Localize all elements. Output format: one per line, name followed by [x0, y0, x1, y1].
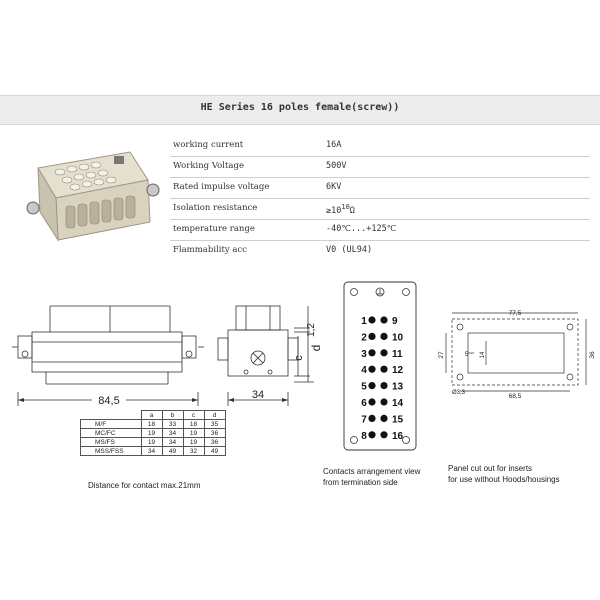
panel-dim-height-outer: 36: [589, 351, 596, 359]
spec-value: $\ge 10^{10}\Omega$: [326, 203, 355, 216]
contact-number-16: 16: [392, 430, 404, 442]
contact-dot-13: [380, 382, 387, 389]
spec-value: V0 (UL94): [326, 245, 373, 255]
table-row: [81, 429, 226, 438]
panel-caption-line2: for use without Hoods/housings: [448, 475, 560, 484]
table-cell: MSS/FSS: [81, 447, 142, 456]
table-cell: 49: [204, 447, 225, 456]
spec-row-working-current: [170, 136, 590, 157]
contact-dot-1: [368, 316, 375, 323]
panel-dim-small: 5: [465, 352, 469, 358]
spec-row-flammability: [170, 241, 590, 261]
contact-dot-12: [380, 366, 387, 373]
contact-number-3: 3: [361, 348, 367, 360]
dimensions-table: [80, 410, 226, 456]
table-cell: 32: [183, 447, 204, 456]
panel-dim-cut: 14: [480, 351, 486, 359]
panel-caption-line1: Panel cut out for inserts: [448, 464, 533, 473]
panel-cutout-drawing: [438, 305, 598, 405]
contact-number-12: 12: [392, 365, 404, 377]
contact-dot-4: [368, 366, 375, 373]
table-cell: 33: [162, 420, 183, 429]
contact-dot-6: [368, 398, 375, 405]
contact-dot-14: [380, 398, 387, 405]
table-cell: 19: [141, 438, 162, 447]
table-cell: 19: [183, 429, 204, 438]
spec-row-working-voltage: [170, 157, 590, 178]
table-header-cell: b: [162, 411, 183, 420]
spec-value: 500V: [326, 161, 347, 171]
contact-number-7: 7: [361, 414, 367, 426]
contact-dot-16: [380, 431, 387, 438]
panel-dim-width: 77,5: [508, 310, 522, 317]
spec-row-temperature-range: [170, 220, 590, 241]
table-cell: 18: [141, 420, 162, 429]
contact-number-13: 13: [392, 381, 404, 393]
panel-caption: [448, 463, 560, 485]
panel-dim-height-inner: 27: [438, 351, 445, 359]
table-row: [81, 420, 226, 429]
table-row: [81, 447, 226, 456]
table-cell: M/F: [81, 420, 142, 429]
table-header-cell: a: [141, 411, 162, 420]
table-cell: 36: [204, 438, 225, 447]
table-cell: 35: [204, 420, 225, 429]
side-dim-d: d: [309, 344, 323, 352]
contact-dot-8: [368, 431, 375, 438]
spec-label: working current: [173, 140, 244, 150]
contact-number-10: 10: [392, 332, 404, 344]
connector-body-image: [27, 152, 159, 240]
table-cell: 34: [162, 438, 183, 447]
contact-grid: [361, 316, 403, 442]
contact-number-5: 5: [361, 381, 367, 393]
front-view-drawing: [10, 292, 210, 412]
spec-value: 6KV: [326, 182, 342, 192]
contact-number-1: 1: [361, 316, 367, 327]
spec-row-impulse-voltage: [170, 178, 590, 199]
table-cell: MS/FS: [81, 438, 142, 447]
table-header-row: [81, 411, 226, 420]
spec-label: Flammability acc: [173, 245, 247, 255]
contacts-caption: [323, 466, 420, 488]
front-width-dim: 84,5: [98, 395, 120, 407]
table-cell: 18: [183, 420, 204, 429]
distance-caption: Distance for contact max.21mm: [88, 481, 201, 490]
contact-number-9: 9: [392, 316, 398, 327]
table-header-cell: [81, 411, 142, 420]
table-cell: 34: [141, 447, 162, 456]
contact-dot-5: [368, 382, 375, 389]
contact-number-8: 8: [361, 430, 367, 442]
contacts-arrangement-drawing: [340, 280, 420, 455]
spec-value: 16A: [326, 140, 342, 150]
table-header-cell: c: [183, 411, 204, 420]
side-dim-small: 1,2: [306, 323, 317, 337]
spec-label: Rated impulse voltage: [173, 182, 270, 192]
spec-row-isolation-resistance: [170, 199, 590, 220]
side-dim-c: c: [293, 355, 305, 361]
page-title: HE Series 16 poles female(screw)): [200, 102, 400, 113]
spec-label: Isolation resistance: [173, 203, 258, 213]
contact-dot-11: [380, 349, 387, 356]
contact-number-4: 4: [361, 365, 367, 377]
connector-photo: [20, 140, 160, 250]
spec-label: temperature range: [173, 224, 255, 234]
side-view-drawing: [210, 292, 325, 412]
panel-dim-hole: Ø3,3: [452, 390, 466, 396]
contact-number-15: 15: [392, 414, 404, 426]
table-header-cell: d: [204, 411, 225, 420]
table-cell: 19: [141, 429, 162, 438]
table-cell: 49: [162, 447, 183, 456]
table-cell: 19: [183, 438, 204, 447]
contact-dot-3: [368, 349, 375, 356]
contact-dot-10: [380, 333, 387, 340]
table-row: [81, 438, 226, 447]
contacts-caption-line1: Contacts arrangement view: [323, 467, 421, 476]
contact-number-2: 2: [361, 332, 367, 344]
table-cell: 34: [162, 429, 183, 438]
contact-dot-15: [380, 415, 387, 422]
table-cell: MC/FC: [81, 429, 142, 438]
side-width-dim: 34: [251, 389, 265, 401]
contact-number-11: 11: [392, 348, 403, 360]
contact-dot-9: [380, 316, 387, 323]
contact-number-14: 14: [392, 398, 404, 409]
spec-value: -40℃...+125℃: [326, 224, 397, 234]
spec-label: Working Voltage: [173, 161, 244, 171]
panel-dim-hole-spacing: 68,5: [508, 393, 522, 400]
table-cell: 36: [204, 429, 225, 438]
contacts-caption-line2: from termination side: [323, 478, 398, 487]
contact-dot-7: [368, 415, 375, 422]
contact-number-6: 6: [361, 398, 367, 409]
contact-dot-2: [368, 333, 375, 340]
